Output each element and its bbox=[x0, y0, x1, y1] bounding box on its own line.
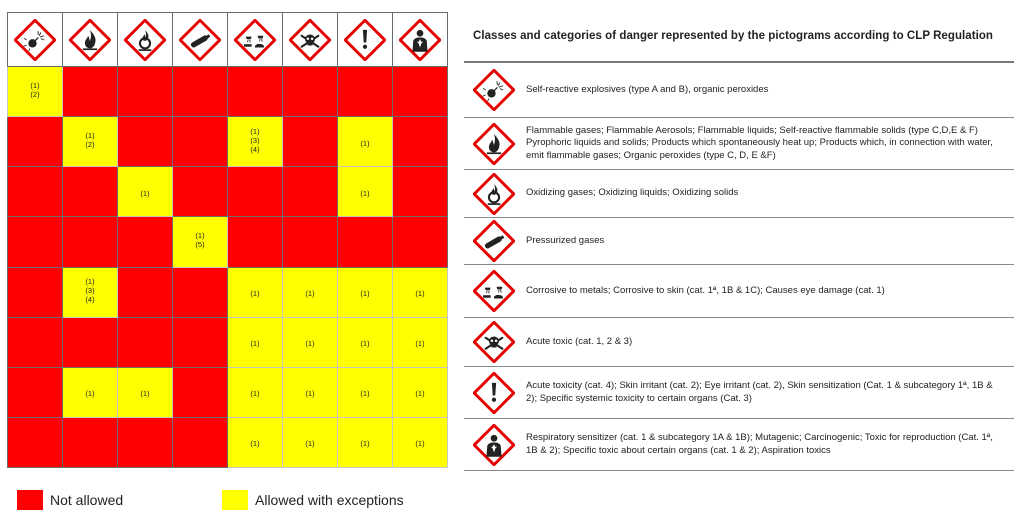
matrix-cell-not-allowed bbox=[393, 217, 448, 267]
pictogram-header-cell bbox=[63, 13, 118, 67]
matrix-cell-not-allowed bbox=[8, 317, 63, 367]
hazard-description: Pressurized gases bbox=[526, 234, 605, 246]
info-row bbox=[464, 63, 1014, 118]
matrix-cell-allowed bbox=[338, 317, 393, 367]
matrix-cell-not-allowed bbox=[8, 367, 63, 417]
info-row bbox=[464, 170, 1014, 218]
matrix-cell-not-allowed bbox=[63, 417, 118, 467]
exception-note: (1) bbox=[250, 389, 260, 399]
exception-note: (1) bbox=[140, 389, 150, 399]
matrix-cell-not-allowed bbox=[63, 317, 118, 367]
hazard-description: Respiratory sensitizer (cat. 1 & subcategory 1A & 1B); Mutagenic; Carcinogenic; Toxic for reproduction (Cat. 1ª, 1B & 2); Specific toxic about certain organs (cat. 1 & 2); Aspiration toxics bbox=[526, 432, 993, 456]
pictogram-header-cell bbox=[338, 13, 393, 67]
exception-note: (1) bbox=[85, 389, 95, 399]
matrix-cell-allowed bbox=[63, 367, 118, 417]
exception-note: (1) bbox=[305, 339, 315, 349]
exception-note: (1) bbox=[140, 188, 150, 198]
matrix-cell-not-allowed bbox=[8, 267, 63, 317]
flame-icon bbox=[63, 19, 117, 61]
exploding-bomb-icon bbox=[8, 19, 62, 61]
legend-not-allowed-swatch bbox=[17, 490, 43, 510]
corrosion-icon bbox=[228, 19, 282, 61]
exception-note: (1) (2) bbox=[85, 131, 95, 150]
matrix-cell-not-allowed bbox=[173, 117, 228, 167]
gas-cylinder-icon bbox=[173, 19, 227, 61]
matrix-row bbox=[8, 217, 448, 267]
pictogram-header-cell bbox=[118, 13, 173, 67]
matrix-row bbox=[8, 367, 448, 417]
exception-note: (1) bbox=[415, 339, 425, 349]
matrix-cell-allowed bbox=[338, 117, 393, 167]
matrix-row bbox=[8, 117, 448, 167]
pictogram-header-row bbox=[8, 13, 448, 67]
exception-note: (1) bbox=[360, 389, 370, 399]
exception-note: (1) bbox=[360, 439, 370, 449]
pictogram-header-cell bbox=[393, 13, 448, 67]
matrix-cell-allowed bbox=[338, 167, 393, 217]
matrix-cell-allowed bbox=[228, 267, 283, 317]
matrix-cell-allowed bbox=[393, 417, 448, 467]
health-hazard-icon bbox=[393, 19, 447, 61]
matrix-cell-not-allowed bbox=[63, 167, 118, 217]
matrix-cell-allowed bbox=[338, 267, 393, 317]
info-header bbox=[464, 10, 1014, 63]
hazard-description: Self-reactive explosives (type A and B), organic peroxides bbox=[526, 83, 769, 95]
matrix-cell-not-allowed bbox=[228, 67, 283, 117]
exclamation-mark-icon bbox=[338, 19, 392, 61]
matrix-cell-allowed bbox=[283, 367, 338, 417]
matrix-cell-not-allowed bbox=[8, 217, 63, 267]
exception-note: (1) bbox=[415, 389, 425, 399]
gas-cylinder-icon bbox=[470, 220, 518, 262]
exclamation-mark-icon bbox=[470, 372, 518, 414]
info-row bbox=[464, 419, 1014, 471]
skull-crossbones-icon bbox=[470, 321, 518, 363]
matrix-row bbox=[8, 317, 448, 367]
matrix-cell-not-allowed bbox=[338, 67, 393, 117]
matrix-cell-allowed bbox=[393, 267, 448, 317]
exception-note: (1) bbox=[250, 339, 260, 349]
matrix-cell-allowed bbox=[228, 417, 283, 467]
matrix-cell-not-allowed bbox=[173, 67, 228, 117]
exception-note: (1) (2) bbox=[30, 81, 40, 100]
info-row bbox=[464, 318, 1014, 367]
info-row bbox=[464, 218, 1014, 265]
matrix-cell-not-allowed bbox=[173, 167, 228, 217]
matrix-cell-not-allowed bbox=[118, 217, 173, 267]
matrix-cell-not-allowed bbox=[283, 117, 338, 167]
legend-allowed-swatch bbox=[222, 490, 248, 510]
matrix-row bbox=[8, 167, 448, 217]
matrix-cell-not-allowed bbox=[173, 417, 228, 467]
hazard-description: Acute toxicity (cat. 4); Skin irritant (cat. 2); Eye irritant (cat. 2), Skin sensitization (Cat. 1 & subcategory 1ª, 1B & 2); Specific systemic toxicity to certain organs (Cat. 3) bbox=[526, 380, 993, 404]
matrix-cell-allowed bbox=[118, 167, 173, 217]
flame-icon bbox=[470, 123, 518, 165]
matrix-cell-not-allowed bbox=[338, 217, 393, 267]
matrix-cell-not-allowed bbox=[283, 67, 338, 117]
hazard-info-table bbox=[464, 10, 1014, 471]
matrix-cell-not-allowed bbox=[63, 217, 118, 267]
health-hazard-icon bbox=[470, 424, 518, 466]
info-title: Classes and categories of danger represented by the pictograms according to CLP Regulation bbox=[473, 29, 993, 42]
matrix-cell-not-allowed bbox=[118, 267, 173, 317]
matrix-cell-allowed bbox=[283, 317, 338, 367]
exception-note: (1) bbox=[360, 339, 370, 349]
exception-note: (1) bbox=[305, 439, 315, 449]
pictogram-header-cell bbox=[8, 13, 63, 67]
matrix-cell-not-allowed bbox=[63, 67, 118, 117]
info-row bbox=[464, 367, 1014, 419]
exception-note: (1) (3) (4) bbox=[250, 126, 260, 154]
matrix-cell-not-allowed bbox=[283, 217, 338, 267]
matrix-cell-not-allowed bbox=[173, 367, 228, 417]
hazard-description: Oxidizing gases; Oxidizing liquids; Oxidizing solids bbox=[526, 187, 739, 199]
exception-note: (1) (5) bbox=[195, 231, 205, 250]
matrix-cell-not-allowed bbox=[8, 417, 63, 467]
matrix-cell-allowed bbox=[338, 367, 393, 417]
skull-crossbones-icon bbox=[283, 19, 337, 61]
matrix-row bbox=[8, 417, 448, 467]
matrix-cell-allowed bbox=[283, 417, 338, 467]
matrix-cell-not-allowed bbox=[173, 317, 228, 367]
compatibility-matrix bbox=[7, 12, 448, 468]
matrix-cell-not-allowed bbox=[393, 67, 448, 117]
exception-note: (1) bbox=[250, 289, 260, 299]
exception-note: (1) bbox=[360, 289, 370, 299]
exception-note: (1) bbox=[415, 289, 425, 299]
exception-note: (1) bbox=[360, 138, 370, 148]
exception-note: (1) bbox=[305, 389, 315, 399]
flame-over-circle-icon bbox=[118, 19, 172, 61]
hazard-description: Acute toxic (cat. 1, 2 & 3) bbox=[526, 335, 633, 347]
matrix-cell-allowed bbox=[228, 317, 283, 367]
exception-note: (1) (3) (4) bbox=[85, 277, 95, 305]
legend-allowed-label: Allowed with exceptions bbox=[255, 492, 404, 508]
matrix-cell-not-allowed bbox=[118, 317, 173, 367]
info-row bbox=[464, 265, 1014, 318]
matrix-cell-allowed bbox=[118, 367, 173, 417]
pictogram-header-cell bbox=[173, 13, 228, 67]
flame-over-circle-icon bbox=[470, 173, 518, 215]
info-row bbox=[464, 118, 1014, 170]
matrix-cell-allowed bbox=[228, 367, 283, 417]
matrix-cell-not-allowed bbox=[118, 67, 173, 117]
hazard-description: Flammable gases; Flammable Aerosols; Flammable liquids; Self-reactive flammable solids (type C,D,E & F) Pyrophoric liquids and solids; Products which spontaneously heat up; Products which, in connection with water, emit flammable gases; Organic peroxides (type C, D, E &F) bbox=[526, 124, 993, 161]
matrix-cell-not-allowed bbox=[173, 267, 228, 317]
matrix-cell-not-allowed bbox=[228, 217, 283, 267]
exception-note: (1) bbox=[250, 439, 260, 449]
matrix-row bbox=[8, 67, 448, 117]
matrix-cell-allowed bbox=[393, 317, 448, 367]
matrix-cell-not-allowed bbox=[8, 167, 63, 217]
matrix-cell-not-allowed bbox=[118, 417, 173, 467]
matrix-cell-allowed bbox=[63, 267, 118, 317]
pictogram-header-cell bbox=[283, 13, 338, 67]
matrix-cell-not-allowed bbox=[283, 167, 338, 217]
matrix-cell-allowed bbox=[338, 417, 393, 467]
matrix-cell-allowed bbox=[283, 267, 338, 317]
matrix-cell-not-allowed bbox=[8, 117, 63, 167]
matrix-cell-not-allowed bbox=[393, 167, 448, 217]
matrix-cell-not-allowed bbox=[228, 167, 283, 217]
corrosion-icon bbox=[470, 270, 518, 312]
legend-not-allowed-label: Not allowed bbox=[50, 492, 124, 508]
exception-note: (1) bbox=[305, 289, 315, 299]
exception-note: (1) bbox=[415, 439, 425, 449]
hazard-description: Corrosive to metals; Corrosive to skin (cat. 1ª, 1B & 1C); Causes eye damage (cat. 1) bbox=[526, 284, 885, 296]
matrix-row bbox=[8, 267, 448, 317]
matrix-cell-allowed bbox=[8, 67, 63, 117]
pictogram-header-cell bbox=[228, 13, 283, 67]
matrix-cell-not-allowed bbox=[393, 117, 448, 167]
matrix-cell-allowed bbox=[63, 117, 118, 167]
matrix-cell-allowed bbox=[393, 367, 448, 417]
exploding-bomb-icon bbox=[470, 69, 518, 111]
matrix-cell-not-allowed bbox=[118, 117, 173, 167]
matrix-cell-allowed bbox=[228, 117, 283, 167]
exception-note: (1) bbox=[360, 188, 370, 198]
matrix-cell-allowed bbox=[173, 217, 228, 267]
